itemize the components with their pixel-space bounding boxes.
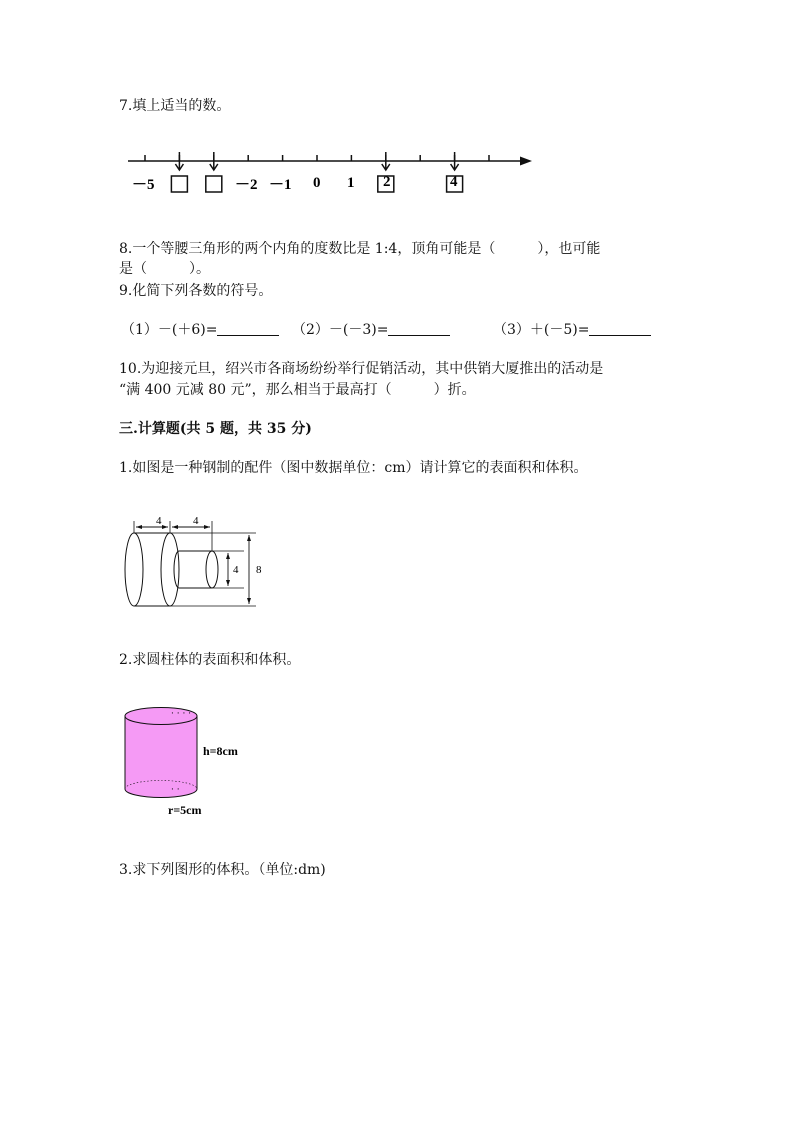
cylinder-body: [125, 716, 197, 798]
dim-label-inner: 4: [233, 564, 239, 576]
c2-text: 2.求圆柱体的表面积和体积。: [119, 652, 301, 668]
q8-line2: 是（ ）。: [119, 261, 210, 277]
svg-text:· ·: · ·: [171, 785, 180, 795]
svg-text:· · · ·: · · · ·: [171, 709, 192, 719]
q9-item-1-text: （1）－(＋6)=: [121, 322, 218, 338]
nl-label-minus1: －1: [269, 177, 292, 193]
q10-line1: 10.为迎接元旦，绍兴市各商场纷纷举行促销活动，其中供销大厦推出的活动是: [119, 361, 604, 377]
nl-label-minus5: －5: [132, 177, 155, 193]
nl-label-minus2: －2: [235, 177, 258, 193]
nl-label-1: 1: [347, 175, 355, 191]
dim-label-outer: 8: [256, 564, 262, 576]
c3-text: 3.求下列图形的体积。（单位:dm): [119, 862, 326, 878]
q7-title: 7.填上适当的数。: [119, 98, 231, 114]
nl-label-0: 0: [313, 175, 321, 191]
q8-line1: 8.一个等腰三角形的两个内角的度数比是 1:4，顶角可能是（ ），也可能: [119, 241, 601, 257]
q10-line2: “满 400 元减 80 元”，那么相当于最高打（ ）折。: [119, 382, 476, 398]
section-heading: 三.计算题(共 5 题，共 35 分): [119, 421, 312, 437]
q9-item-3-text: （3）＋(－5)=: [493, 322, 590, 338]
radius-label: r=5cm: [168, 803, 202, 817]
nl-label-4: 4: [450, 174, 458, 190]
dim-label-b: 4: [193, 515, 199, 527]
height-label: h=8cm: [203, 744, 238, 758]
nl-label-2: 2: [383, 174, 391, 190]
q9-title: 9.化简下列各数的符号。: [119, 283, 273, 299]
c1-text: 1.如图是一种钢制的配件（图中数据单位：cm）请计算它的表面积和体积。: [119, 460, 588, 476]
dim-label-a: 4: [156, 515, 162, 527]
q9-item-2-text: （2）－(－3)=: [292, 322, 389, 338]
